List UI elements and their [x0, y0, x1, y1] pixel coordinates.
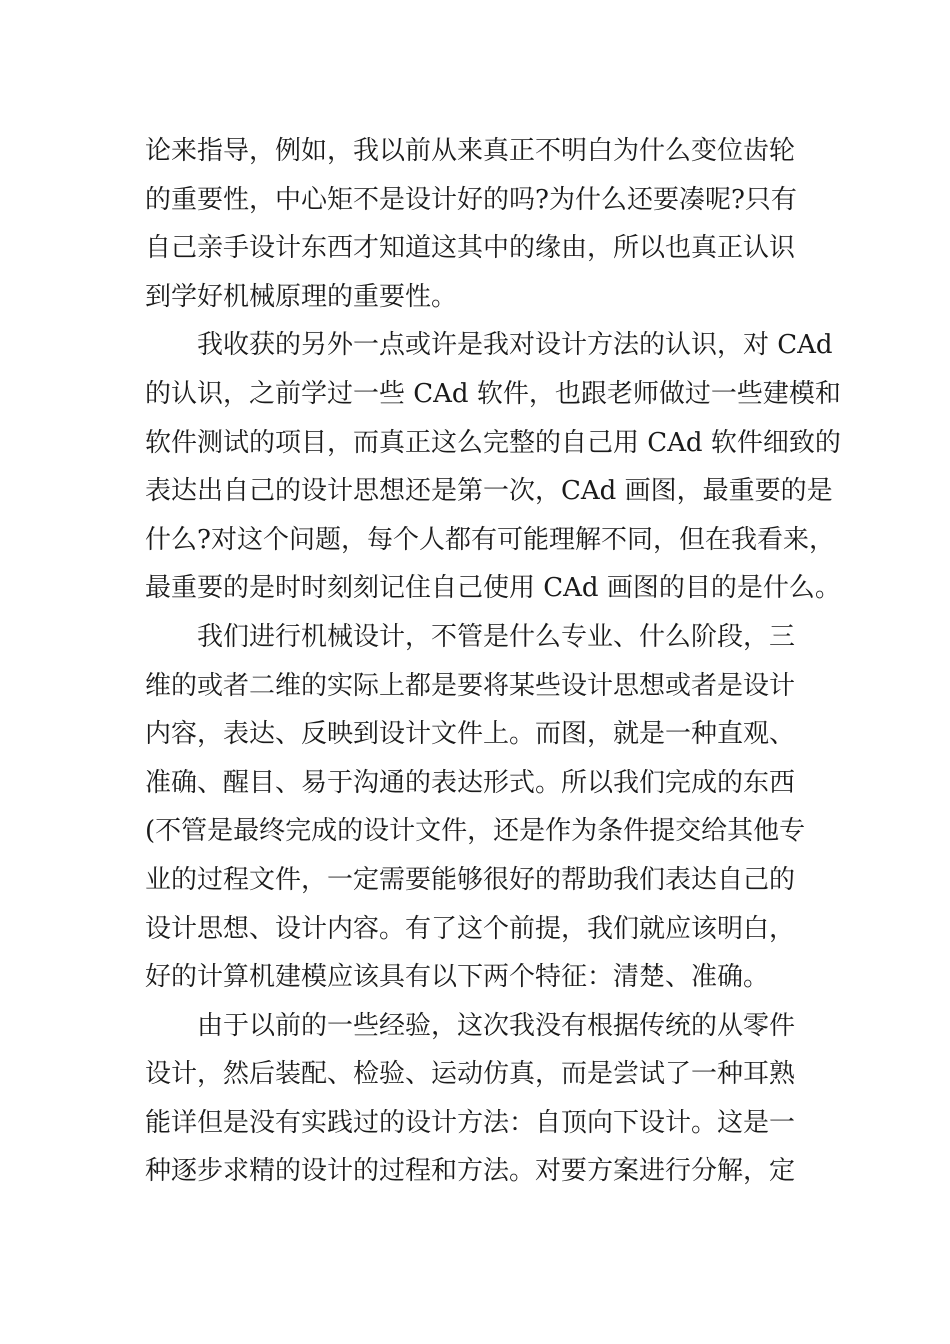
text-line: 种逐步求精的设计的过程和方法。对要方案进行分解，定	[145, 1156, 796, 1187]
text-line: 业的过程文件，一定需要能够很好的帮助我们表达自己的	[145, 864, 796, 895]
text-line: 设计，然后装配、检验、运动仿真，而是尝试了一种耳熟	[145, 1059, 796, 1090]
text-line: 好的计算机建模应该具有以下两个特征：清楚、准确。	[145, 962, 770, 993]
document-body	[145, 127, 841, 1196]
text-line: 自己亲手设计东西才知道这其中的缘由，所以也真正认识	[145, 233, 796, 264]
text-line: 软件测试的项目，而真正这么完整的自己用 CAd 软件细致的	[145, 427, 841, 458]
paragraph-first-line: 我收获的另外一点或许是我对设计方法的认识，对 CAd	[197, 330, 833, 361]
text-line: 准确、醒目、易于沟通的表达形式。所以我们完成的东西	[145, 767, 796, 798]
text-line: 维的或者二维的实际上都是要将某些设计思想或者是设计	[145, 670, 796, 701]
text-line: 到学好机械原理的重要性。	[145, 281, 458, 312]
text-line: 表达出自己的设计思想还是第一次，CAd 画图，最重要的是	[145, 476, 833, 507]
text-line: 的认识，之前学过一些 CAd 软件，也跟老师做过一些建模和	[145, 378, 841, 409]
text-line: 能详但是没有实践过的设计方法：自顶向下设计。这是一	[145, 1107, 796, 1138]
text-line: 什么?对这个问题，每个人都有可能理解不同，但在我看来，	[145, 524, 835, 555]
text-line: 最重要的是时时刻刻记住自己使用 CAd 画图的目的是什么。	[145, 573, 841, 604]
paragraph-first-line: 我们进行机械设计，不管是什么专业、什么阶段，三	[197, 621, 796, 652]
text-line: 内容，表达、反映到设计文件上。而图，就是一种直观、	[145, 719, 796, 750]
paragraph-first-line: 由于以前的一些经验，这次我没有根据传统的从零件	[197, 1010, 796, 1041]
text-line: 论来指导，例如，我以前从来真正不明白为什么变位齿轮	[145, 136, 796, 166]
text-line: 设计思想、设计内容。有了这个前提，我们就应该明白，	[145, 913, 796, 944]
text-line: (不管是最终完成的设计文件，还是作为条件提交给其他专	[145, 816, 806, 847]
text-line: 的重要性，中心矩不是设计好的吗?为什么还要凑呢?只有	[145, 184, 797, 215]
